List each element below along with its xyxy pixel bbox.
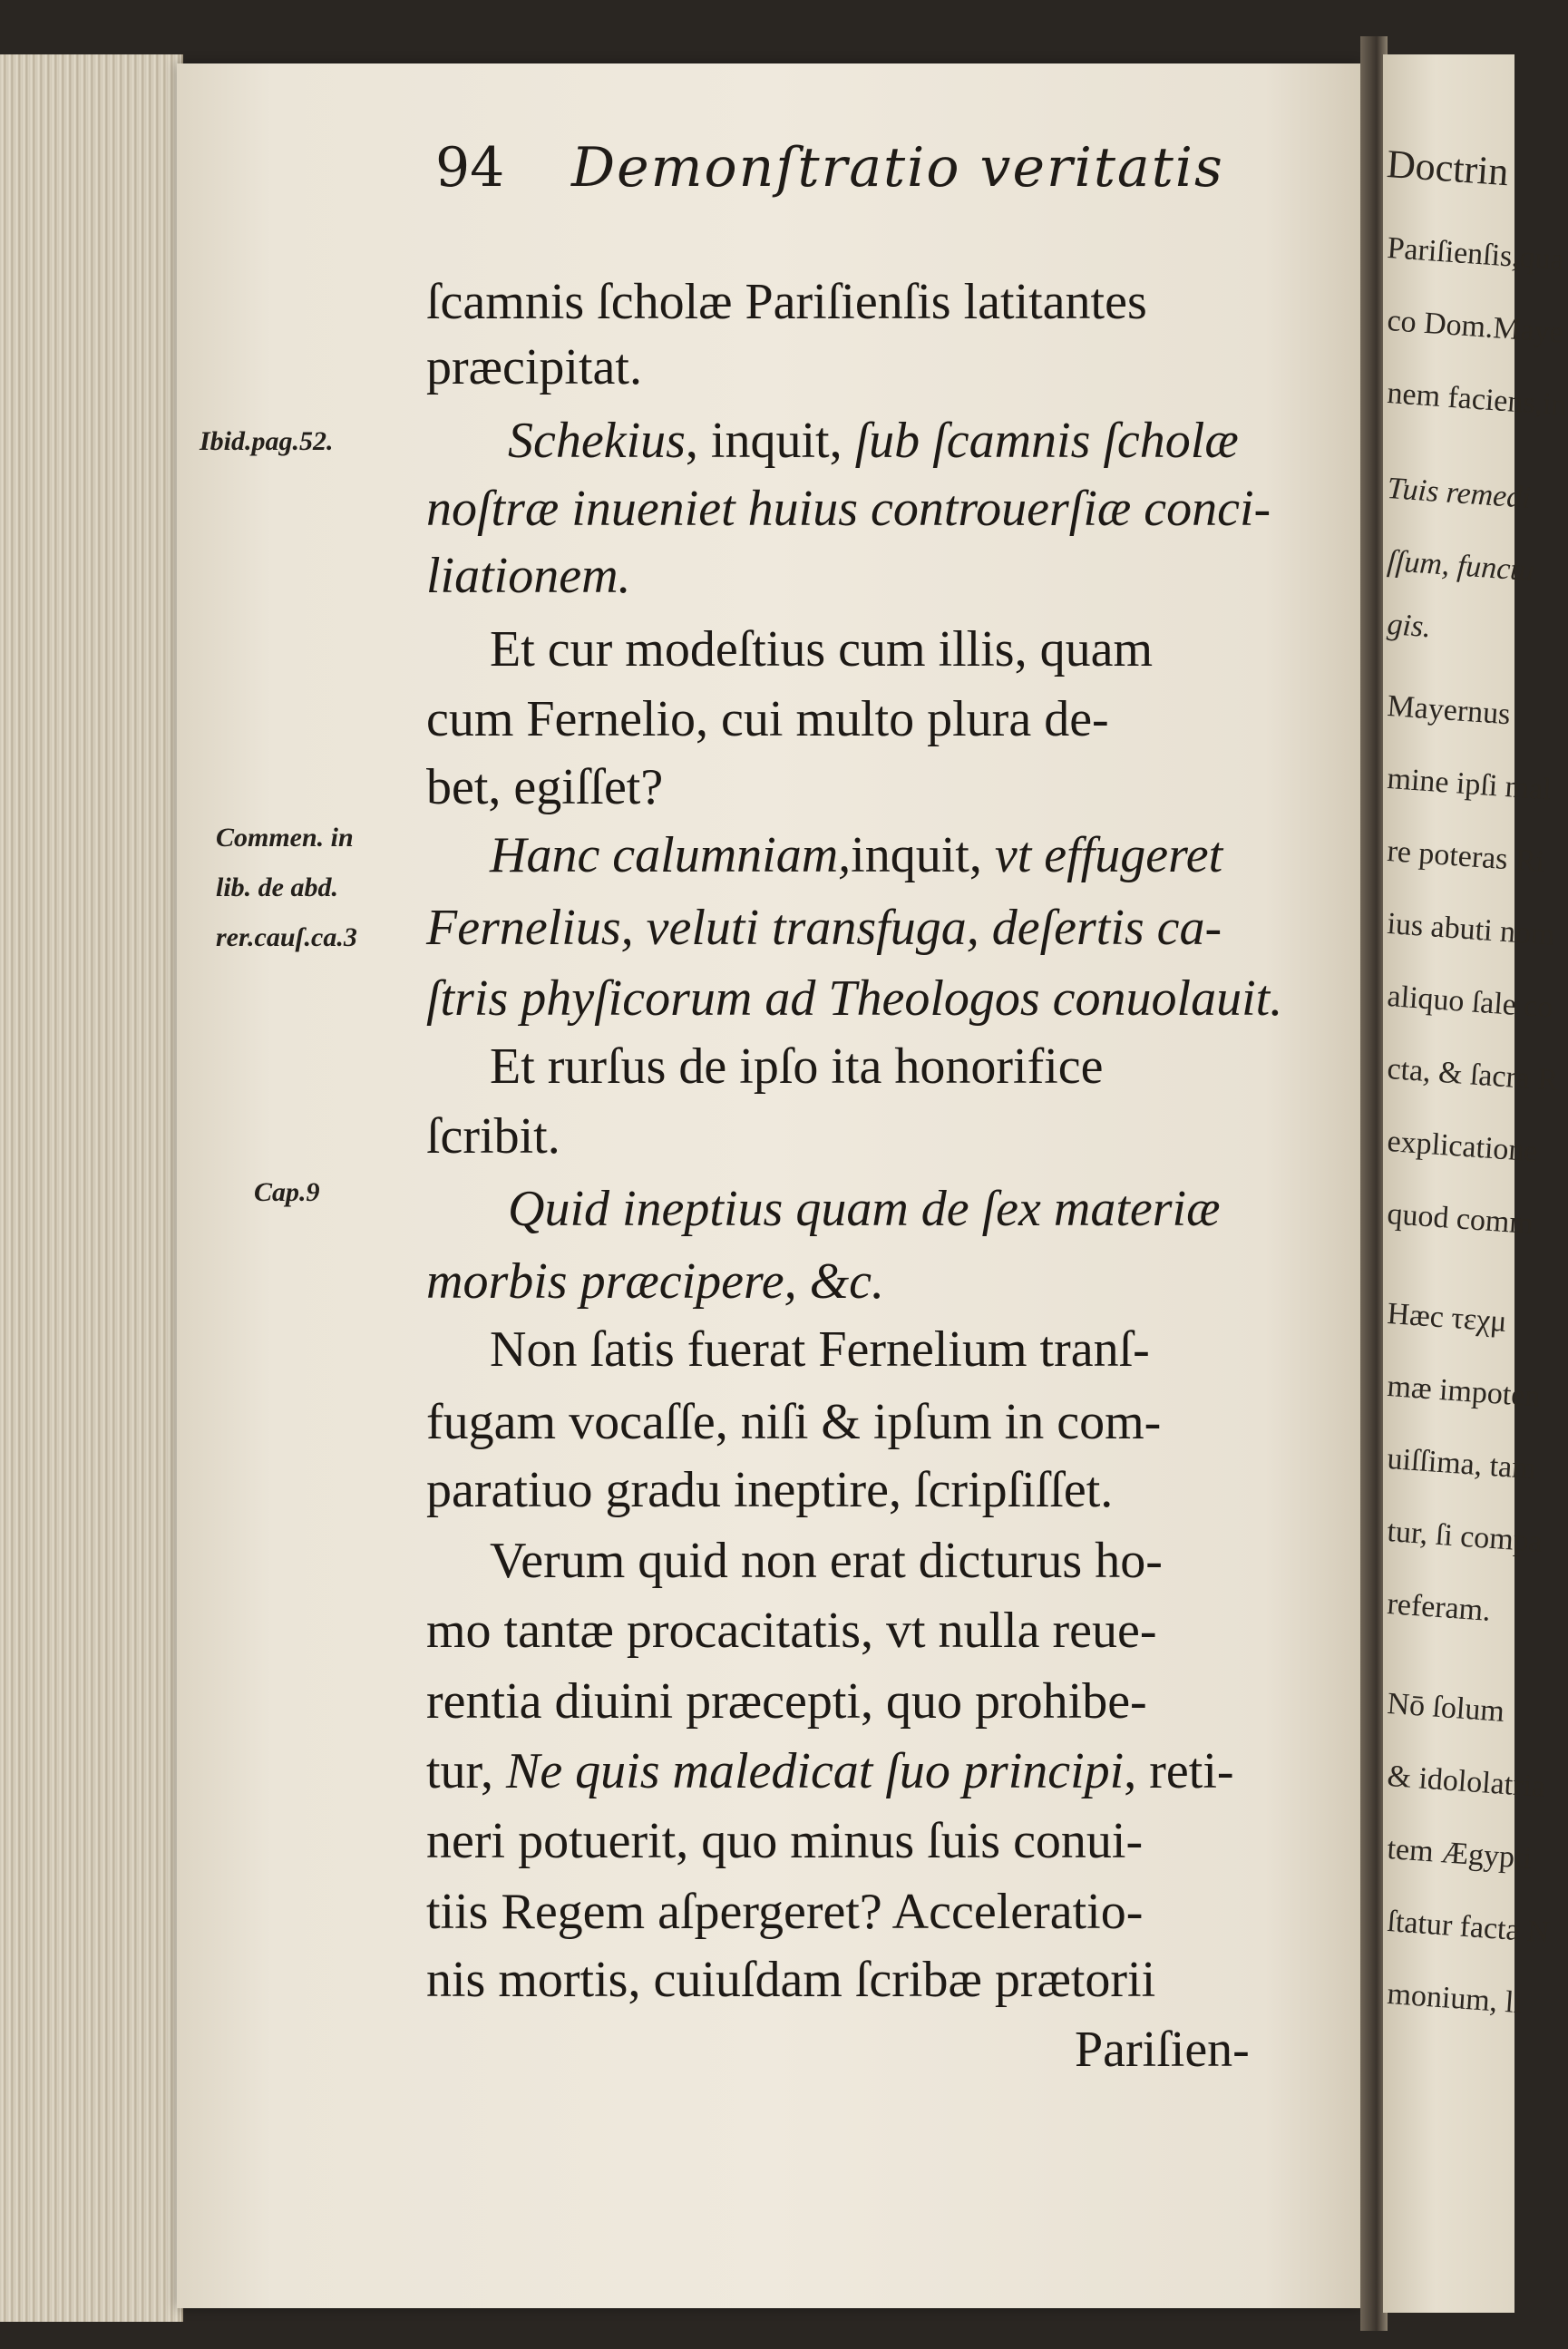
text-line: ſcribit. <box>426 1108 560 1165</box>
text-line: ſcamnis ſcholæ Pariſienſis latitantes <box>426 274 1147 330</box>
facing-line: Pariſienſis,qua <box>1386 231 1565 278</box>
text-line: nis mortis, cuiuſdam ſcribæ prætorii <box>426 1952 1156 2008</box>
text-run: Schekius <box>508 413 686 469</box>
facing-page <box>1383 54 1568 2313</box>
text-line: ſtris phyſicorum ad Theologos conuolauit. <box>426 970 1283 1027</box>
text-run: tur, <box>426 1743 506 1799</box>
running-title: Demonſtratio veritatis <box>571 136 1224 200</box>
text-line: paratiuo gradu ineptire, ſcripſiſſet. <box>426 1462 1114 1518</box>
facing-line: explicatione <box>1386 1125 1539 1169</box>
facing-line: Nō ſolum <box>1386 1687 1506 1729</box>
facing-line: aliquo ſale co <box>1386 980 1554 1025</box>
text-line: Fernelius, veluti transfuga, deſertis ca- <box>426 900 1222 956</box>
text-run: , reti- <box>1124 1743 1234 1799</box>
text-line: rentia diuini præcepti, quo prohibe- <box>426 1673 1147 1730</box>
facing-line: mæ impoten <box>1386 1369 1542 1414</box>
facing-line: mine ipſi mal <box>1386 762 1553 807</box>
facing-line: Hæc τεχμ <box>1386 1297 1508 1340</box>
facing-line: tur, ſi compa <box>1386 1515 1544 1559</box>
margin-note-cap: Cap.9 <box>254 1177 320 1207</box>
text-line: fugam vocaſſe, niſi & ipſum in com- <box>426 1394 1162 1450</box>
facing-line: referam. <box>1386 1587 1492 1628</box>
facing-line: monium, li <box>1386 1977 1524 2021</box>
text-line: neri potuerit, quo minus ſuis conui- <box>426 1813 1144 1869</box>
text-line: Et rurſus de ipſo ita honorifice <box>490 1038 1104 1095</box>
text-line <box>508 413 1333 469</box>
text-run: inquit, <box>851 827 995 883</box>
margin-note-commen-3: rer.cauſ.ca.3 <box>216 922 357 952</box>
text-run: , inquit, <box>685 413 855 469</box>
text-line: præcipitat. <box>426 339 642 395</box>
facing-line: Mayernus <box>1386 689 1512 732</box>
text-line: bet, egiſſet? <box>426 759 664 815</box>
text-line: morbis præcipere, &c. <box>426 1253 884 1310</box>
facing-line: tem Ægypti <box>1386 1832 1534 1876</box>
margin-note-commen-1: Commen. in <box>216 823 354 853</box>
running-header <box>435 136 1342 200</box>
text-run: ſub ſcamnis ſcholæ <box>854 413 1239 469</box>
facing-line: ius abuti nom <box>1386 907 1556 952</box>
facing-line: ſtatur facta N <box>1386 1905 1551 1950</box>
text-run: Hanc calumniam, <box>490 827 852 883</box>
text-line: noſtræ inueniet huius controuerſiæ conci- <box>426 481 1271 537</box>
facing-line: uiſſima, tam <box>1386 1442 1537 1486</box>
facing-line: nem faciens,in <box>1386 376 1568 423</box>
text-line: liationem. <box>426 548 631 604</box>
text-line: Verum quid non erat dicturus ho- <box>490 1533 1163 1589</box>
facing-line: co Dom.Maye <box>1386 304 1565 350</box>
facing-line: ſſum, functu <box>1386 544 1536 589</box>
catchword: Pariſien- <box>1075 2022 1250 2078</box>
facing-line: cta, & ſacra R <box>1386 1052 1560 1098</box>
text-line: mo tantæ procacitatis, vt nulla reue- <box>426 1603 1157 1659</box>
facing-line: Tuis remedi <box>1386 472 1532 515</box>
text-line <box>490 827 1333 883</box>
text-line <box>426 1743 1333 1799</box>
margin-note-commen-2: lib. de abd. <box>216 872 338 902</box>
margin-note-ibid: Ibid.pag.52. <box>200 426 334 456</box>
text-line: Quid ineptius quam de ſex materiæ <box>508 1181 1221 1237</box>
text-run: vt effugeret <box>994 827 1223 883</box>
text-line: Non ſatis fuerat Fernelium tranſ- <box>490 1321 1150 1378</box>
facing-line: re poteras Ri <box>1386 834 1546 880</box>
facing-line: Doctrin <box>1385 141 1511 195</box>
text-line: Et cur modeſtius cum illis, quam <box>490 621 1154 677</box>
page-number: 94 <box>435 136 505 200</box>
facing-line: quod comm <box>1386 1197 1535 1242</box>
text-line: tiis Regem aſpergeret? Acceleratio- <box>426 1884 1144 1940</box>
text-line: cum Fernelio, cui multo plura de- <box>426 691 1109 747</box>
text-run: Ne quis maledicat ſuo principi <box>505 1743 1125 1799</box>
facing-line: gis. <box>1386 608 1433 645</box>
page-block-edge <box>0 54 183 2322</box>
facing-line: & idololatria <box>1386 1759 1547 1805</box>
